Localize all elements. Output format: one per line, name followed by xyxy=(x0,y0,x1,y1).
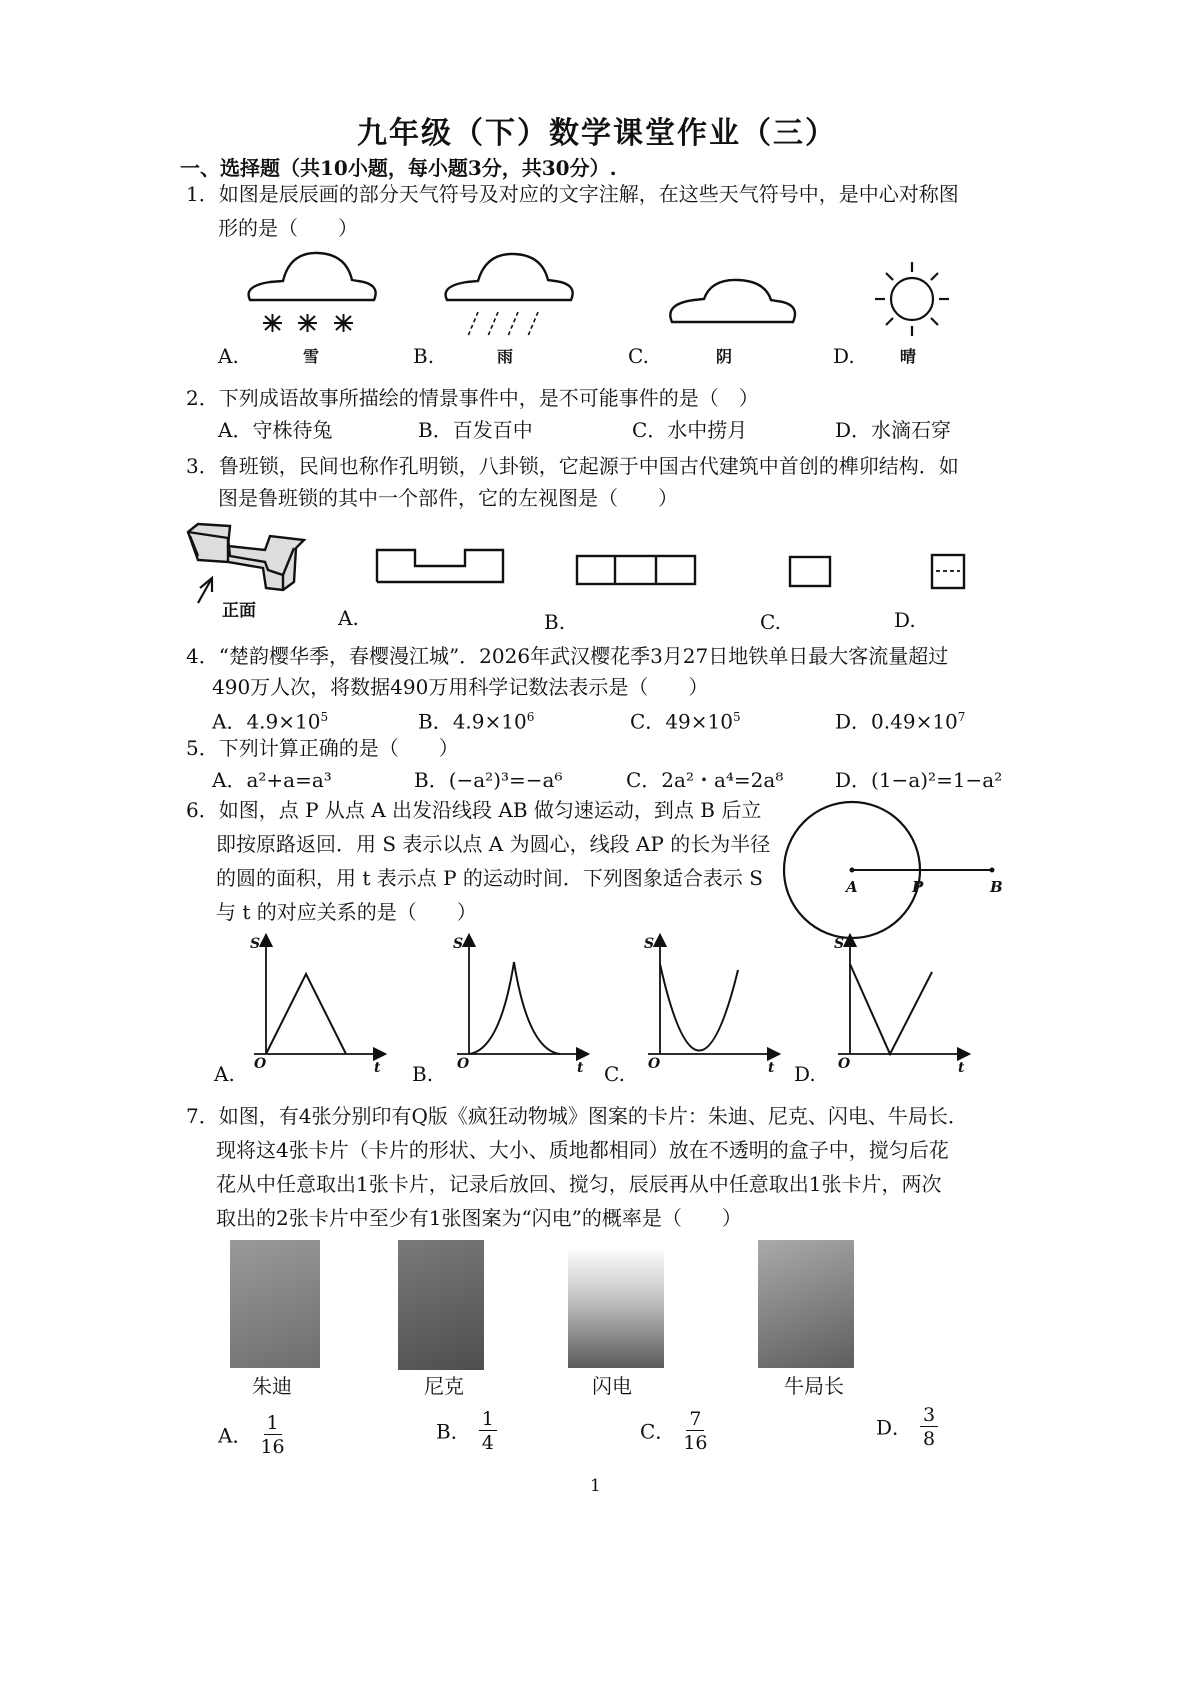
q1-option-d-caption: 晴 xyxy=(900,347,917,366)
section-heading: 一、选择题（共10小题，每小题3分，共30分）. xyxy=(180,156,617,180)
page-number: 1 xyxy=(590,1476,601,1496)
q7-stem-line4: 取出的2张卡片中至少有1张图案为“闪电”的概率是（ ） xyxy=(216,1206,742,1230)
page-title: 九年级（下）数学课堂作业（三） xyxy=(357,116,837,151)
q7-stem-line3: 花从中任意取出1张卡片，记录后放回、搅匀，辰辰再从中任意取出1张卡片，两次 xyxy=(216,1172,942,1196)
graph-a-x-label: t xyxy=(374,1060,381,1076)
card-bogo-image xyxy=(758,1240,854,1368)
graph-c-origin: O xyxy=(648,1056,661,1072)
q2-option-a: A．守株待兔 xyxy=(218,418,333,442)
q6-option-c: C. xyxy=(604,1062,625,1086)
graph-b xyxy=(457,940,583,1054)
q1-option-d-letter: D. xyxy=(833,344,855,368)
q6-stem-line1: 6．如图，点 P 从点 A 出发沿线段 AB 做匀速运动，到点 B 后立 xyxy=(186,798,762,822)
graph-d-x-label: t xyxy=(958,1060,965,1076)
q7-stem-line2: 现将这4张卡片（卡片的形状、大小、质地都相同）放在不透明的盒子中，搅匀后花 xyxy=(216,1138,949,1162)
q3-stem-line1: 3．鲁班锁，民间也称作孔明锁，八卦锁，它起源于中国古代建筑中首创的榫卯结构．如 xyxy=(186,454,959,478)
q7-stem-line1: 7．如图，有4张分别印有Q版《疯狂动物城》图案的卡片：朱迪、尼克、闪电、牛局长． xyxy=(186,1104,968,1128)
q7-option-d: D． $\frac{3}{8}$ xyxy=(876,1404,938,1451)
q7-option-a: A． $\frac{1}{16}$ xyxy=(218,1412,285,1458)
q3-stem-line2: 图是鲁班锁的其中一个部件，它的左视图是（ ） xyxy=(218,486,678,510)
q4-option-b: B．$4.9\times 10^6$ xyxy=(418,709,535,734)
card-nick-image xyxy=(398,1240,484,1370)
q2-option-c: C．水中捞月 xyxy=(632,418,748,442)
graph-a xyxy=(254,940,380,1054)
graph-c-y-label: S xyxy=(644,936,655,952)
q1-stem-line1: 1．如图是辰辰画的部分天气符号及对应的文字注解，在这些天气符号中，是中心对称图 xyxy=(186,182,959,206)
graph-b-y-label: S xyxy=(453,936,464,952)
graph-d xyxy=(838,940,964,1054)
q5-option-d: D．(1−a)²=1−a² xyxy=(835,768,1003,792)
q1-option-a-caption: 雪 xyxy=(303,347,320,366)
q4-option-d: D．$0.49\times 10^7$ xyxy=(835,709,966,734)
q2-option-d: D．水滴石穿 xyxy=(835,418,952,442)
q1-option-b-letter: B. xyxy=(413,344,435,368)
graph-b-x-label: t xyxy=(577,1060,584,1076)
card-flash-label: 闪电 xyxy=(592,1374,632,1398)
card-judy-label: 朱迪 xyxy=(252,1374,292,1398)
q3-front-label: 正面 xyxy=(222,601,256,621)
graph-b-origin: O xyxy=(457,1056,470,1072)
q7-option-c: C． $\frac{7}{16}$ xyxy=(640,1408,708,1454)
q5-option-a: A．a²+a=a³ xyxy=(212,768,332,792)
q4-option-a: A．$4.9\times 10^5$ xyxy=(212,709,329,734)
q1-option-c-caption: 阴 xyxy=(716,347,733,366)
q4-option-c: C．$49\times 10^5$ xyxy=(630,709,741,734)
q6-stem-line3: 的圆的面积，用 t 表示点 P 的运动时间．下列图象适合表示 S xyxy=(216,866,763,890)
q6-stem-line4: 与 t 的对应关系的是（ ） xyxy=(216,900,477,924)
point-a-label: A xyxy=(846,878,858,896)
card-bogo-label: 牛局长 xyxy=(784,1374,844,1398)
q6-option-b: B. xyxy=(412,1062,434,1086)
card-judy-image xyxy=(230,1240,320,1368)
graph-c xyxy=(648,940,774,1054)
graph-c-x-label: t xyxy=(768,1060,775,1076)
q3-option-d: D. xyxy=(894,608,916,632)
q4-stem-line1: 4．“楚韵樱华季，春樱漫江城”．2026年武汉樱花季3月27日地铁单日最大客流量超过 xyxy=(186,644,949,668)
graph-a-y-label: S xyxy=(250,936,261,952)
q1-stem-line2: 形的是（ ） xyxy=(218,216,358,240)
q1-option-c-letter: C. xyxy=(628,344,649,368)
card-flash-image xyxy=(568,1246,664,1368)
point-b-label: B xyxy=(990,878,1003,896)
q4-stem-line2: 490万人次，将数据490万用科学记数法表示是（ ） xyxy=(212,675,709,699)
q3-option-c: C. xyxy=(760,610,781,634)
q1-option-b-caption: 雨 xyxy=(497,347,514,366)
q5-stem: 5．下列计算正确的是（ ） xyxy=(186,736,459,760)
graph-a-origin: O xyxy=(254,1056,267,1072)
q5-option-c: C．2a²・a⁴=2a⁸ xyxy=(626,768,784,792)
q2-stem: 2．下列成语故事所描绘的情景事件中，是不可能事件的是（ ） xyxy=(186,386,759,410)
graph-d-y-label: S xyxy=(834,936,845,952)
q2-option-b: B．百发百中 xyxy=(418,418,533,442)
q3-option-a: A. xyxy=(338,606,359,630)
q6-option-d: D. xyxy=(794,1062,816,1086)
point-p-label: P xyxy=(912,878,924,896)
q7-option-b: B． $\frac{1}{4}$ xyxy=(436,1408,497,1455)
card-nick-label: 尼克 xyxy=(424,1374,464,1398)
q6-option-a: A. xyxy=(214,1062,235,1086)
q5-option-b: B．(−a²)³=−a⁶ xyxy=(414,768,563,792)
q3-option-b: B. xyxy=(544,610,566,634)
q1-option-a-letter: A. xyxy=(218,344,239,368)
graph-d-origin: O xyxy=(838,1056,851,1072)
q6-stem-line2: 即按原路返回．用 S 表示以点 A 为圆心，线段 AP 的长为半径 xyxy=(216,832,771,856)
